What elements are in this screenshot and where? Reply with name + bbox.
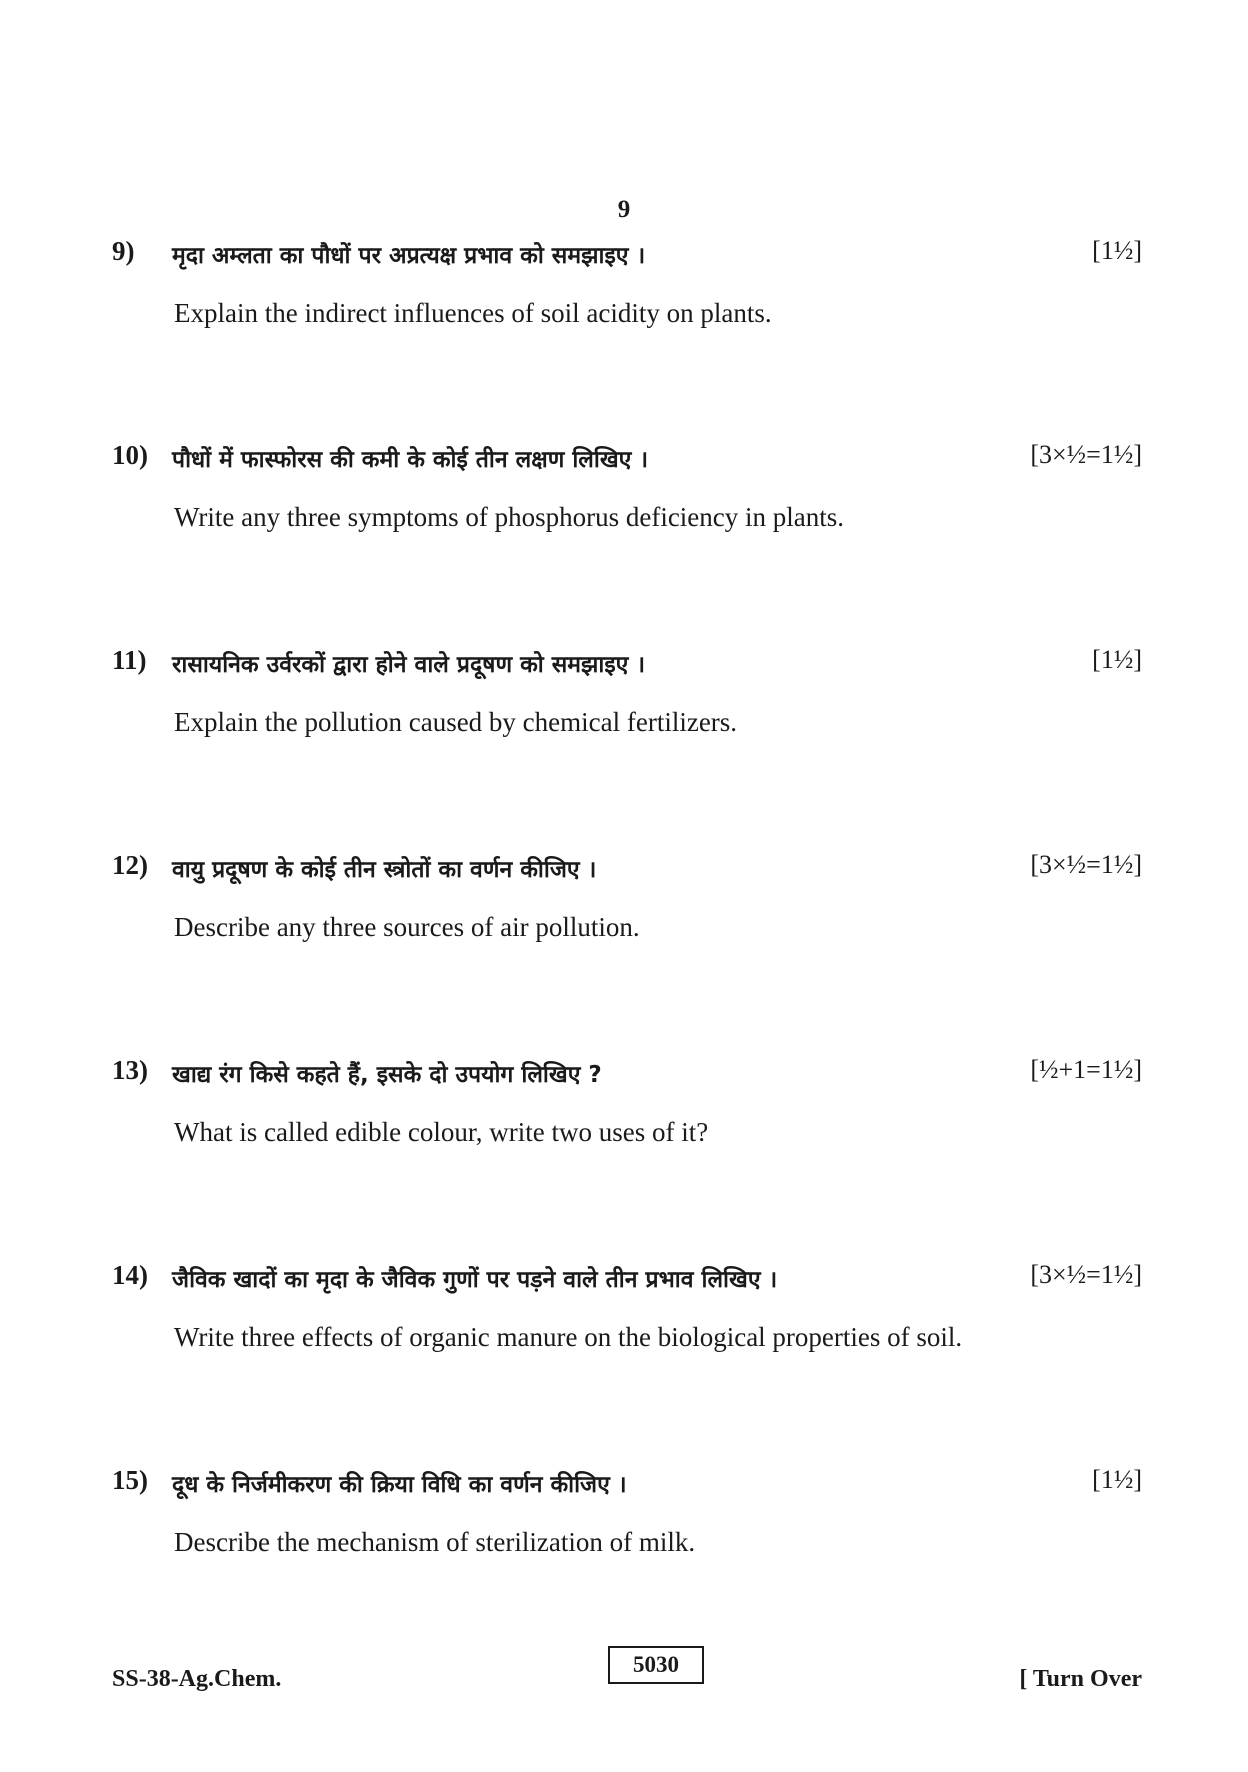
page-number: 9 — [617, 196, 631, 223]
question-text-hindi: खाद्य रंग किसे कहते हैं, इसके दो उपयोग लिखिए ? — [172, 1062, 602, 1088]
question-text-english: Describe the mechanism of sterilization of milk. — [174, 1527, 696, 1557]
question-text-english: What is called edible colour, write two uses of it? — [174, 1117, 709, 1147]
question-text-hindi: रासायनिक उर्वरकों द्वारा होने वाले प्रदूषण को समझाइए । — [172, 652, 646, 678]
question-number: 11) — [112, 645, 147, 675]
question-marks: [3×½=1½] — [1030, 850, 1142, 879]
question-text-hindi: पौधों में फास्फोरस की कमी के कोई तीन लक्षण लिखिए । — [172, 447, 649, 473]
question-text-english: Describe any three sources of air pollution. — [174, 912, 640, 942]
question-marks: [1½] — [1092, 1465, 1142, 1494]
question-text-english: Write any three symptoms of phosphorus deficiency in plants. — [174, 502, 845, 532]
question-number: 13) — [112, 1055, 148, 1085]
question-text-hindi: जैविक खादों का मृदा के जैविक गुणों पर पड़ने वाले तीन प्रभाव लिखिए । — [172, 1267, 778, 1293]
question-number: 12) — [112, 850, 148, 880]
question-marks: [3×½=1½] — [1030, 1260, 1142, 1289]
question-text-english: Write three effects of organic manure on the biological properties of soil. — [174, 1322, 963, 1352]
footer-paper-number-box: 5030 — [608, 1646, 704, 1684]
question-text-english: Explain the pollution caused by chemical fertilizers. — [174, 707, 738, 737]
question-number: 10) — [112, 440, 148, 470]
question-number: 14) — [112, 1260, 148, 1290]
question-11 — [112, 645, 1142, 737]
question-13 — [112, 1055, 1142, 1147]
question-marks: [1½] — [1092, 645, 1142, 674]
question-number: 9) — [112, 236, 135, 266]
question-text-hindi: वायु प्रदूषण के कोई तीन स्त्रोतों का वर्णन कीजिए । — [172, 857, 597, 883]
question-12 — [112, 850, 1142, 942]
question-14 — [112, 1260, 1142, 1352]
question-marks: [½+1=1½] — [1030, 1055, 1142, 1084]
question-marks: [3×½=1½] — [1030, 440, 1142, 469]
question-9 — [112, 236, 1142, 328]
footer-turn-over: [ Turn Over — [1019, 1666, 1142, 1692]
question-number: 15) — [112, 1465, 148, 1495]
question-15 — [112, 1465, 1142, 1557]
footer-paper-code: SS-38-Ag.Chem. — [112, 1666, 282, 1692]
question-text-hindi: मृदा अम्लता का पौधों पर अप्रत्यक्ष प्रभाव को समझाइए । — [172, 243, 646, 269]
question-marks: [1½] — [1092, 236, 1142, 265]
question-10 — [112, 440, 1142, 532]
question-text-english: Explain the indirect influences of soil acidity on plants. — [174, 298, 772, 328]
question-text-hindi: दूध के निर्जमीकरण की क्रिया विधि का वर्णन कीजिए । — [172, 1472, 627, 1498]
